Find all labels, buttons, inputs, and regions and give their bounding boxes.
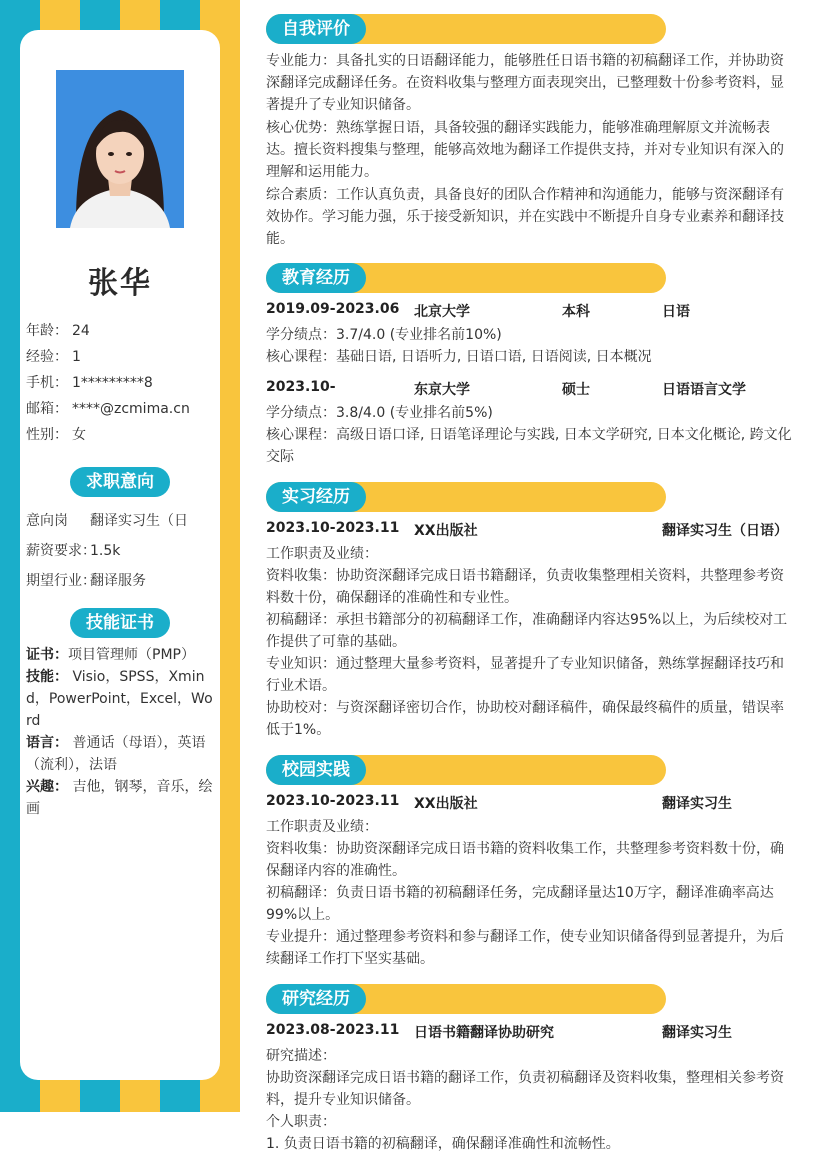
info-phone: 手机： 1*********8 — [26, 375, 153, 391]
info-email: 邮箱： ****@zcmima.cn — [26, 401, 190, 417]
campus-line-research: 资料收集：协助资深翻译完成日语书籍的资料收集工作，共整理参考资料数十份，确保翻译内容的准确性。 — [266, 841, 784, 879]
edu-1-gpa: 学分绩点：3.7/4.0 (专业排名前10%) — [266, 327, 502, 343]
edu-2-major: 日语语言文学 — [662, 382, 746, 398]
intent-salary: 薪资要求：1.5k — [26, 543, 121, 559]
campus-org: XX出版社 — [414, 796, 478, 812]
section-title-self-eval: 自我评价 — [266, 14, 366, 44]
research-header — [266, 1022, 796, 1044]
section-title-internship: 实习经历 — [266, 482, 366, 512]
internship-line-knowledge: 专业知识：通过整理大量参考资料，显著提升了专业知识储备，熟练掌握翻译技巧和行业术语。 — [266, 656, 784, 694]
self-eval-strengths: 核心优势：熟练掌握日语，具备较强的翻译实践能力，能够准确理解原文并流畅表达。擅长资料搜集与整理，能够高效地为翻译工作提供支持，并对专业知识有深入的理解和运用能力。 — [266, 120, 784, 180]
edu-2-courses: 核心课程：高级日语口译, 日语笔译理论与实践, 日本文学研究, 日本文化概论, 跨文化交际 — [266, 427, 792, 465]
edu-2-date: 2023.10- — [266, 379, 336, 395]
section-title-campus: 校园实践 — [266, 755, 366, 785]
edu-2-degree: 硕士 — [562, 382, 590, 398]
internship-date: 2023.10-2023.11 — [266, 520, 400, 536]
internship-line-proofread: 协助校对：与资深翻译密切合作，协助校对翻译稿件，确保最终稿件的质量，错误率低于1%。 — [266, 700, 784, 738]
campus-header — [266, 793, 796, 815]
research-project: 日语书籍翻译协助研究 — [414, 1025, 554, 1041]
section-bar-research — [266, 984, 666, 1014]
edu-1-degree: 本科 — [562, 304, 590, 320]
education-entry-2-header — [266, 379, 796, 401]
basic-info-list — [26, 318, 216, 448]
info-age: 年龄： 24 — [26, 323, 90, 339]
edu-1-date: 2019.09-2023.06 — [266, 301, 400, 317]
info-experience: 经验： 1 — [26, 349, 81, 365]
skills-list — [26, 644, 216, 820]
skill-certificate: 证书：项目管理师（PMP） — [26, 647, 195, 663]
campus-line-growth: 专业提升：通过整理参考资料和参与翻译工作，使专业知识储备得到显著提升，为后续翻译工作打下坚实基础。 — [266, 929, 784, 967]
research-desc-label: 研究描述： — [266, 1048, 336, 1064]
internship-line-research: 资料收集：协助资深翻译完成日语书籍翻译，负责收集整理相关资料，共整理参考资料数十份，确保翻译的准确性和专业性。 — [266, 568, 784, 606]
internship-role: 翻译实习生（日语） — [662, 523, 788, 539]
intent-position: 意向岗 翻译实习生（日 — [26, 513, 188, 529]
edu-2-school: 东京大学 — [414, 382, 470, 398]
self-eval-professional: 专业能力：具备扎实的日语翻译能力，能够胜任日语书籍的初稿翻译工作，并协助资深翻译完成翻译任务。在资料收集与整理方面表现突出，已整理数十份参考资料，显著提升了专业知识储备。 — [266, 53, 784, 113]
internship-header — [266, 520, 796, 542]
edu-1-school: 北京大学 — [414, 304, 470, 320]
edu-1-major: 日语 — [662, 304, 690, 320]
section-bar-education — [266, 263, 666, 293]
skill-tools: 技能： Visio，SPSS，Xmind，PowerPoint，Excel，Word — [26, 669, 213, 729]
job-intent-heading: 求职意向 — [70, 467, 170, 497]
campus-line-draft: 初稿翻译：负责日语书籍的初稿翻译任务，完成翻译量达10万字，翻译准确率高达99%以上。 — [266, 885, 774, 923]
campus-role: 翻译实习生 — [662, 796, 732, 812]
section-bar-internship — [266, 482, 666, 512]
candidate-name: 张华 — [88, 266, 152, 301]
section-bar-self-eval — [266, 14, 666, 44]
research-date: 2023.08-2023.11 — [266, 1022, 400, 1038]
section-bar-campus — [266, 755, 666, 785]
research-role: 翻译实习生 — [662, 1025, 732, 1041]
skills-heading: 技能证书 — [70, 608, 170, 638]
job-intent-list — [26, 506, 216, 596]
skill-languages: 语言： 普通话（母语），英语（流利），法语 — [26, 735, 206, 773]
internship-org: XX出版社 — [414, 523, 478, 539]
self-eval-overall: 综合素质：工作认真负责，具备良好的团队合作精神和沟通能力，能够与资深翻译有效协作。学习能力强，乐于接受新知识，并在实践中不断提升自身专业素养和翻译技能。 — [266, 187, 784, 247]
research-description: 协助资深翻译完成日语书籍的翻译工作，负责初稿翻译及资料收集，整理相关参考资料，提升专业知识储备。 — [266, 1070, 784, 1108]
research-duty-1: 1. 负责日语书籍的初稿翻译，确保翻译准确性和流畅性。 — [266, 1136, 620, 1152]
campus-date: 2023.10-2023.11 — [266, 793, 400, 809]
profile-photo — [56, 70, 184, 228]
internship-line-draft: 初稿翻译：承担书籍部分的初稿翻译工作，准确翻译内容达95%以上，为后续校对工作提供了可靠的基础。 — [266, 612, 788, 650]
info-gender: 性别： 女 — [26, 427, 86, 443]
internship-duties-label: 工作职责及业绩： — [266, 546, 378, 562]
edu-2-gpa: 学分绩点：3.8/4.0 (专业排名前5%) — [266, 405, 493, 421]
edu-1-courses: 核心课程：基础日语, 日语听力, 日语口语, 日语阅读, 日本概况 — [266, 349, 652, 365]
section-title-education: 教育经历 — [266, 263, 366, 293]
sidebar-card — [20, 30, 220, 1080]
research-duties-label: 个人职责： — [266, 1114, 336, 1130]
campus-duties-label: 工作职责及业绩： — [266, 819, 378, 835]
skill-interests: 兴趣： 吉他，钢琴，音乐，绘画 — [26, 779, 213, 817]
education-entry-1-header — [266, 301, 796, 323]
section-title-research: 研究经历 — [266, 984, 366, 1014]
intent-industry: 期望行业：翻译服务 — [26, 573, 146, 589]
